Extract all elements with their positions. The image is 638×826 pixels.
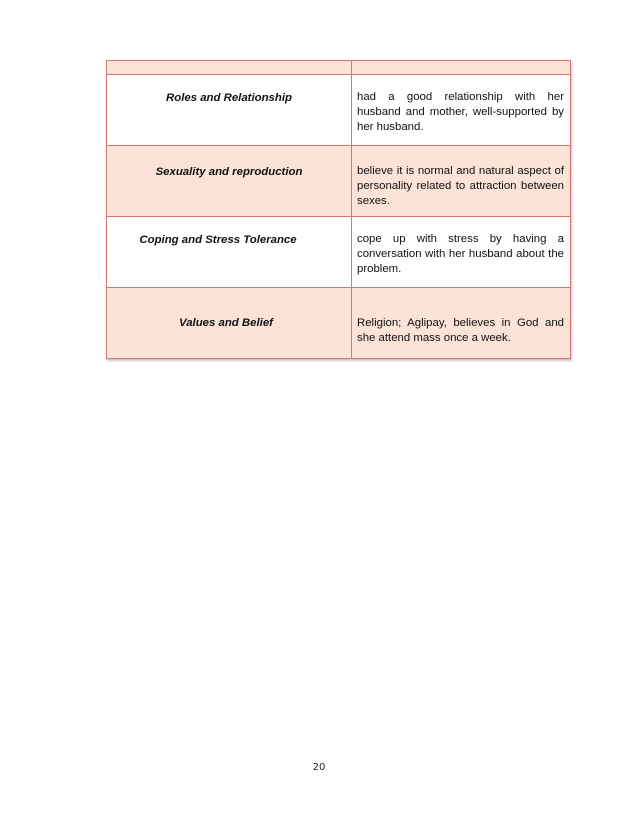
table-row: [107, 75, 571, 146]
table-header-cell-right: [352, 61, 571, 75]
row-value: Religion; Aglipay, believes in God and she attend mass once a week.: [357, 317, 564, 344]
row-label: Coping and Stress Tolerance: [139, 234, 297, 246]
row-label: Values and Belief: [179, 317, 273, 329]
row-value-cell: [352, 217, 571, 288]
row-label: Roles and Relationship: [166, 92, 292, 104]
table-row: [107, 217, 571, 288]
table-header-cell-left: [107, 61, 352, 75]
page-number: 20: [312, 762, 326, 773]
table-header-row: [107, 61, 571, 75]
row-value: had a good relationship with her husband and mother, well-supported by her husband.: [357, 91, 564, 133]
row-label: Sexuality and reproduction: [155, 166, 303, 178]
assessment-table: [106, 60, 571, 359]
row-value-cell: [352, 288, 571, 359]
row-label-cell: [107, 146, 352, 217]
row-label-cell: [107, 75, 352, 146]
row-label-cell: [107, 288, 352, 359]
row-value: believe it is normal and natural aspect of personality related to attraction between sexes.: [357, 165, 564, 207]
table-row: [107, 146, 571, 217]
row-value-cell: [352, 75, 571, 146]
row-label-cell: [107, 217, 352, 288]
row-value: cope up with stress by having a conversation with her husband about the problem.: [357, 233, 564, 275]
row-value-cell: [352, 146, 571, 217]
table-row: [107, 288, 571, 359]
